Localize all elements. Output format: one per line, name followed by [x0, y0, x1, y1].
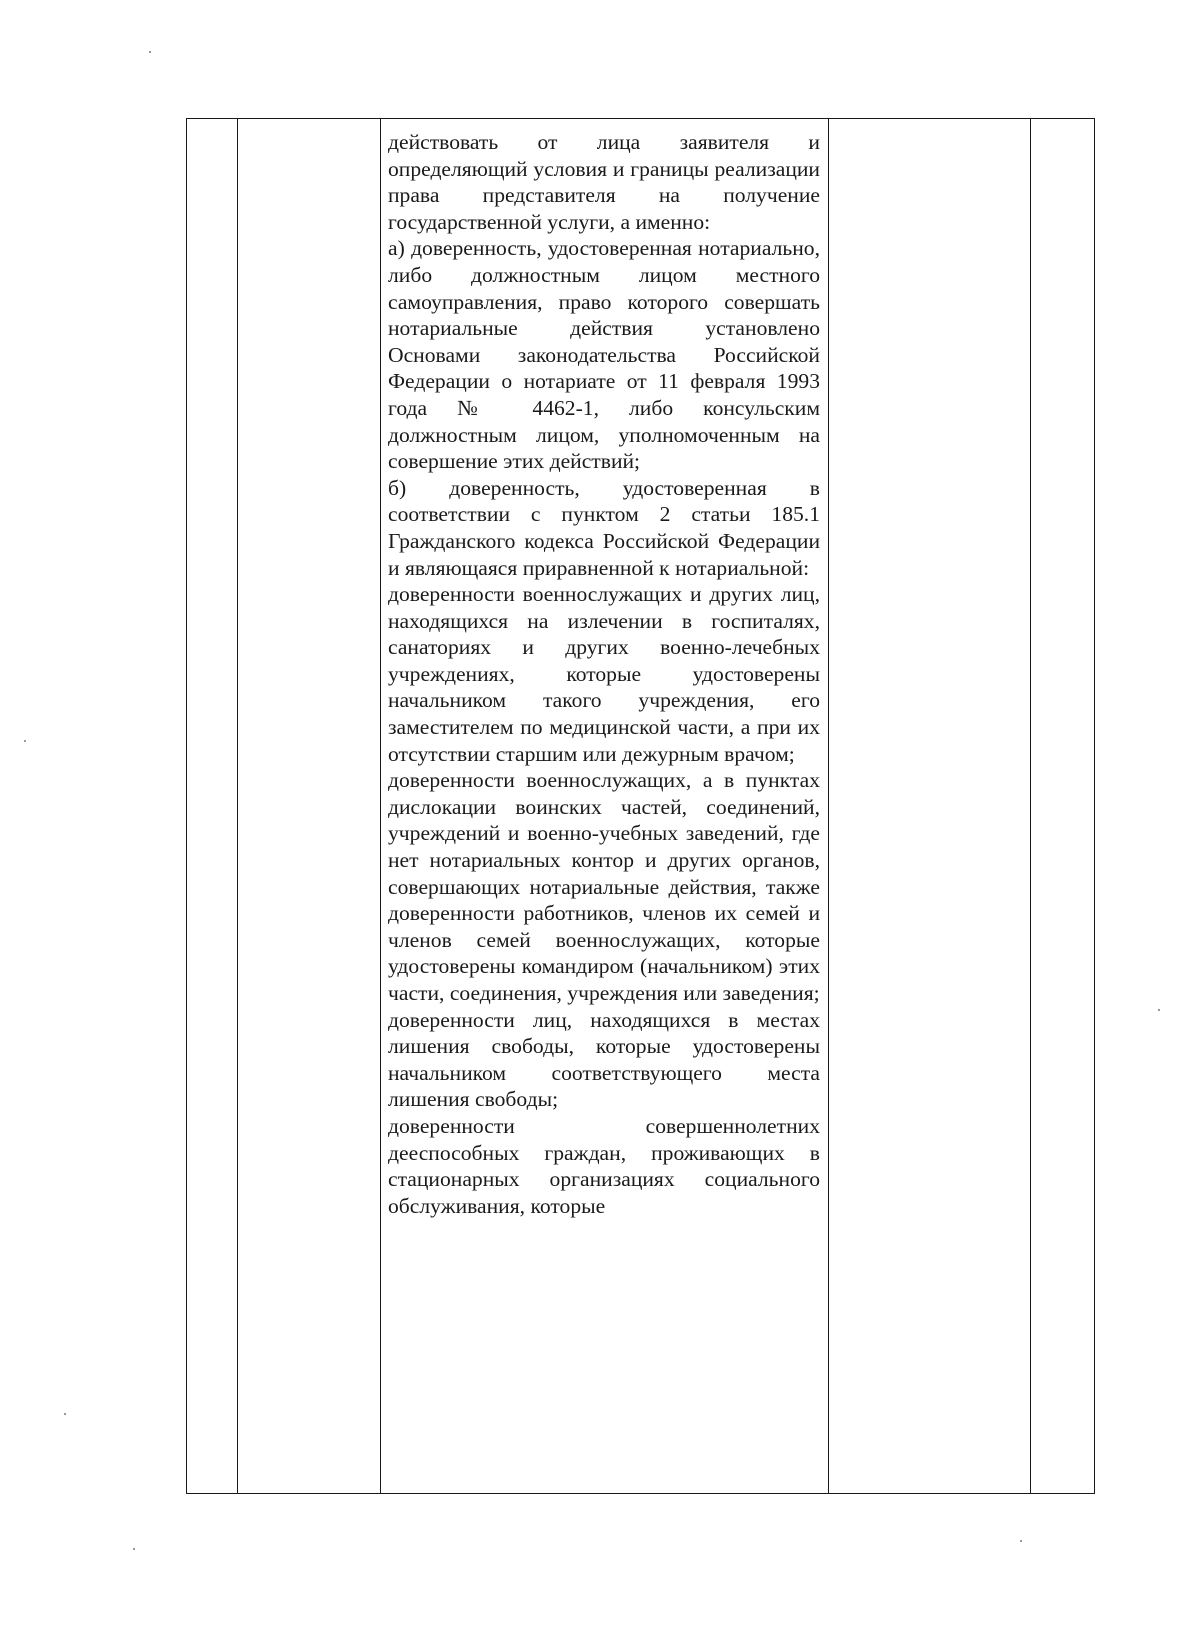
cell-paragraph: доверенности лиц, находящихся в местах лишения свободы, которые удостоверены начальником соответствующего места лишения свободы;	[388, 1007, 820, 1112]
table-cell-empty	[1031, 119, 1095, 1494]
cell-paragraph: доверенности военнослужащих и других лиц, находящихся на излечении в госпиталях, санаториях и других военно-лечебных учреждениях, которые удостоверены начальником такого учреждения, его заместителем по медицинской части, а при их отсутствии старшим или дежурным врачом;	[388, 582, 820, 766]
scan-speck	[1158, 1009, 1160, 1011]
table-cell-empty	[829, 119, 1031, 1494]
scan-speck	[64, 1413, 66, 1415]
table-row	[187, 119, 1095, 1494]
scan-speck	[149, 51, 151, 53]
cell-paragraph: а) доверенность, удостоверенная нотариально, либо должностным лицом местного самоуправления, право которого совершать нотариальные действия установлено Основами законодательства Российской Федерации о нотариате от 11 февраля 1993 года № 4462-1, либо консульским должностным лицом, уполномоченным на совершение этих действий;	[388, 236, 820, 474]
table-cell-description	[381, 119, 829, 1494]
cell-paragraph: доверенности военнослужащих, а в пунктах дислокации воинских частей, соединений, учреждений и военно-учебных заведений, где нет нотариальных контор и других органов, совершающих нотариальные действия, также доверенности работников, членов их семей и членов семей военнослужащих, которые удостоверены командиром (начальником) этих части, соединения, учреждения или заведения;	[388, 768, 820, 1005]
scan-speck	[133, 1548, 135, 1550]
table-cell-name	[238, 119, 381, 1494]
scan-speck	[24, 740, 26, 742]
table-cell-number	[187, 119, 238, 1494]
document-table	[186, 118, 1095, 1494]
scan-speck	[1020, 1540, 1022, 1542]
cell-paragraph: действовать от лица заявителя и определяющий условия и границы реализации права представителя на получение государственной услуги, а именно:	[388, 130, 820, 234]
cell-paragraph: доверенности совершеннолетних дееспособных граждан, проживающих в стационарных организациях социального обслуживания, которые	[388, 1113, 820, 1218]
cell-paragraph: б) доверенность, удостоверенная в соответствии с пунктом 2 статьи 185.1 Гражданского кодекса Российской Федерации и являющаяся приравненной к нотариальной:	[388, 475, 820, 580]
